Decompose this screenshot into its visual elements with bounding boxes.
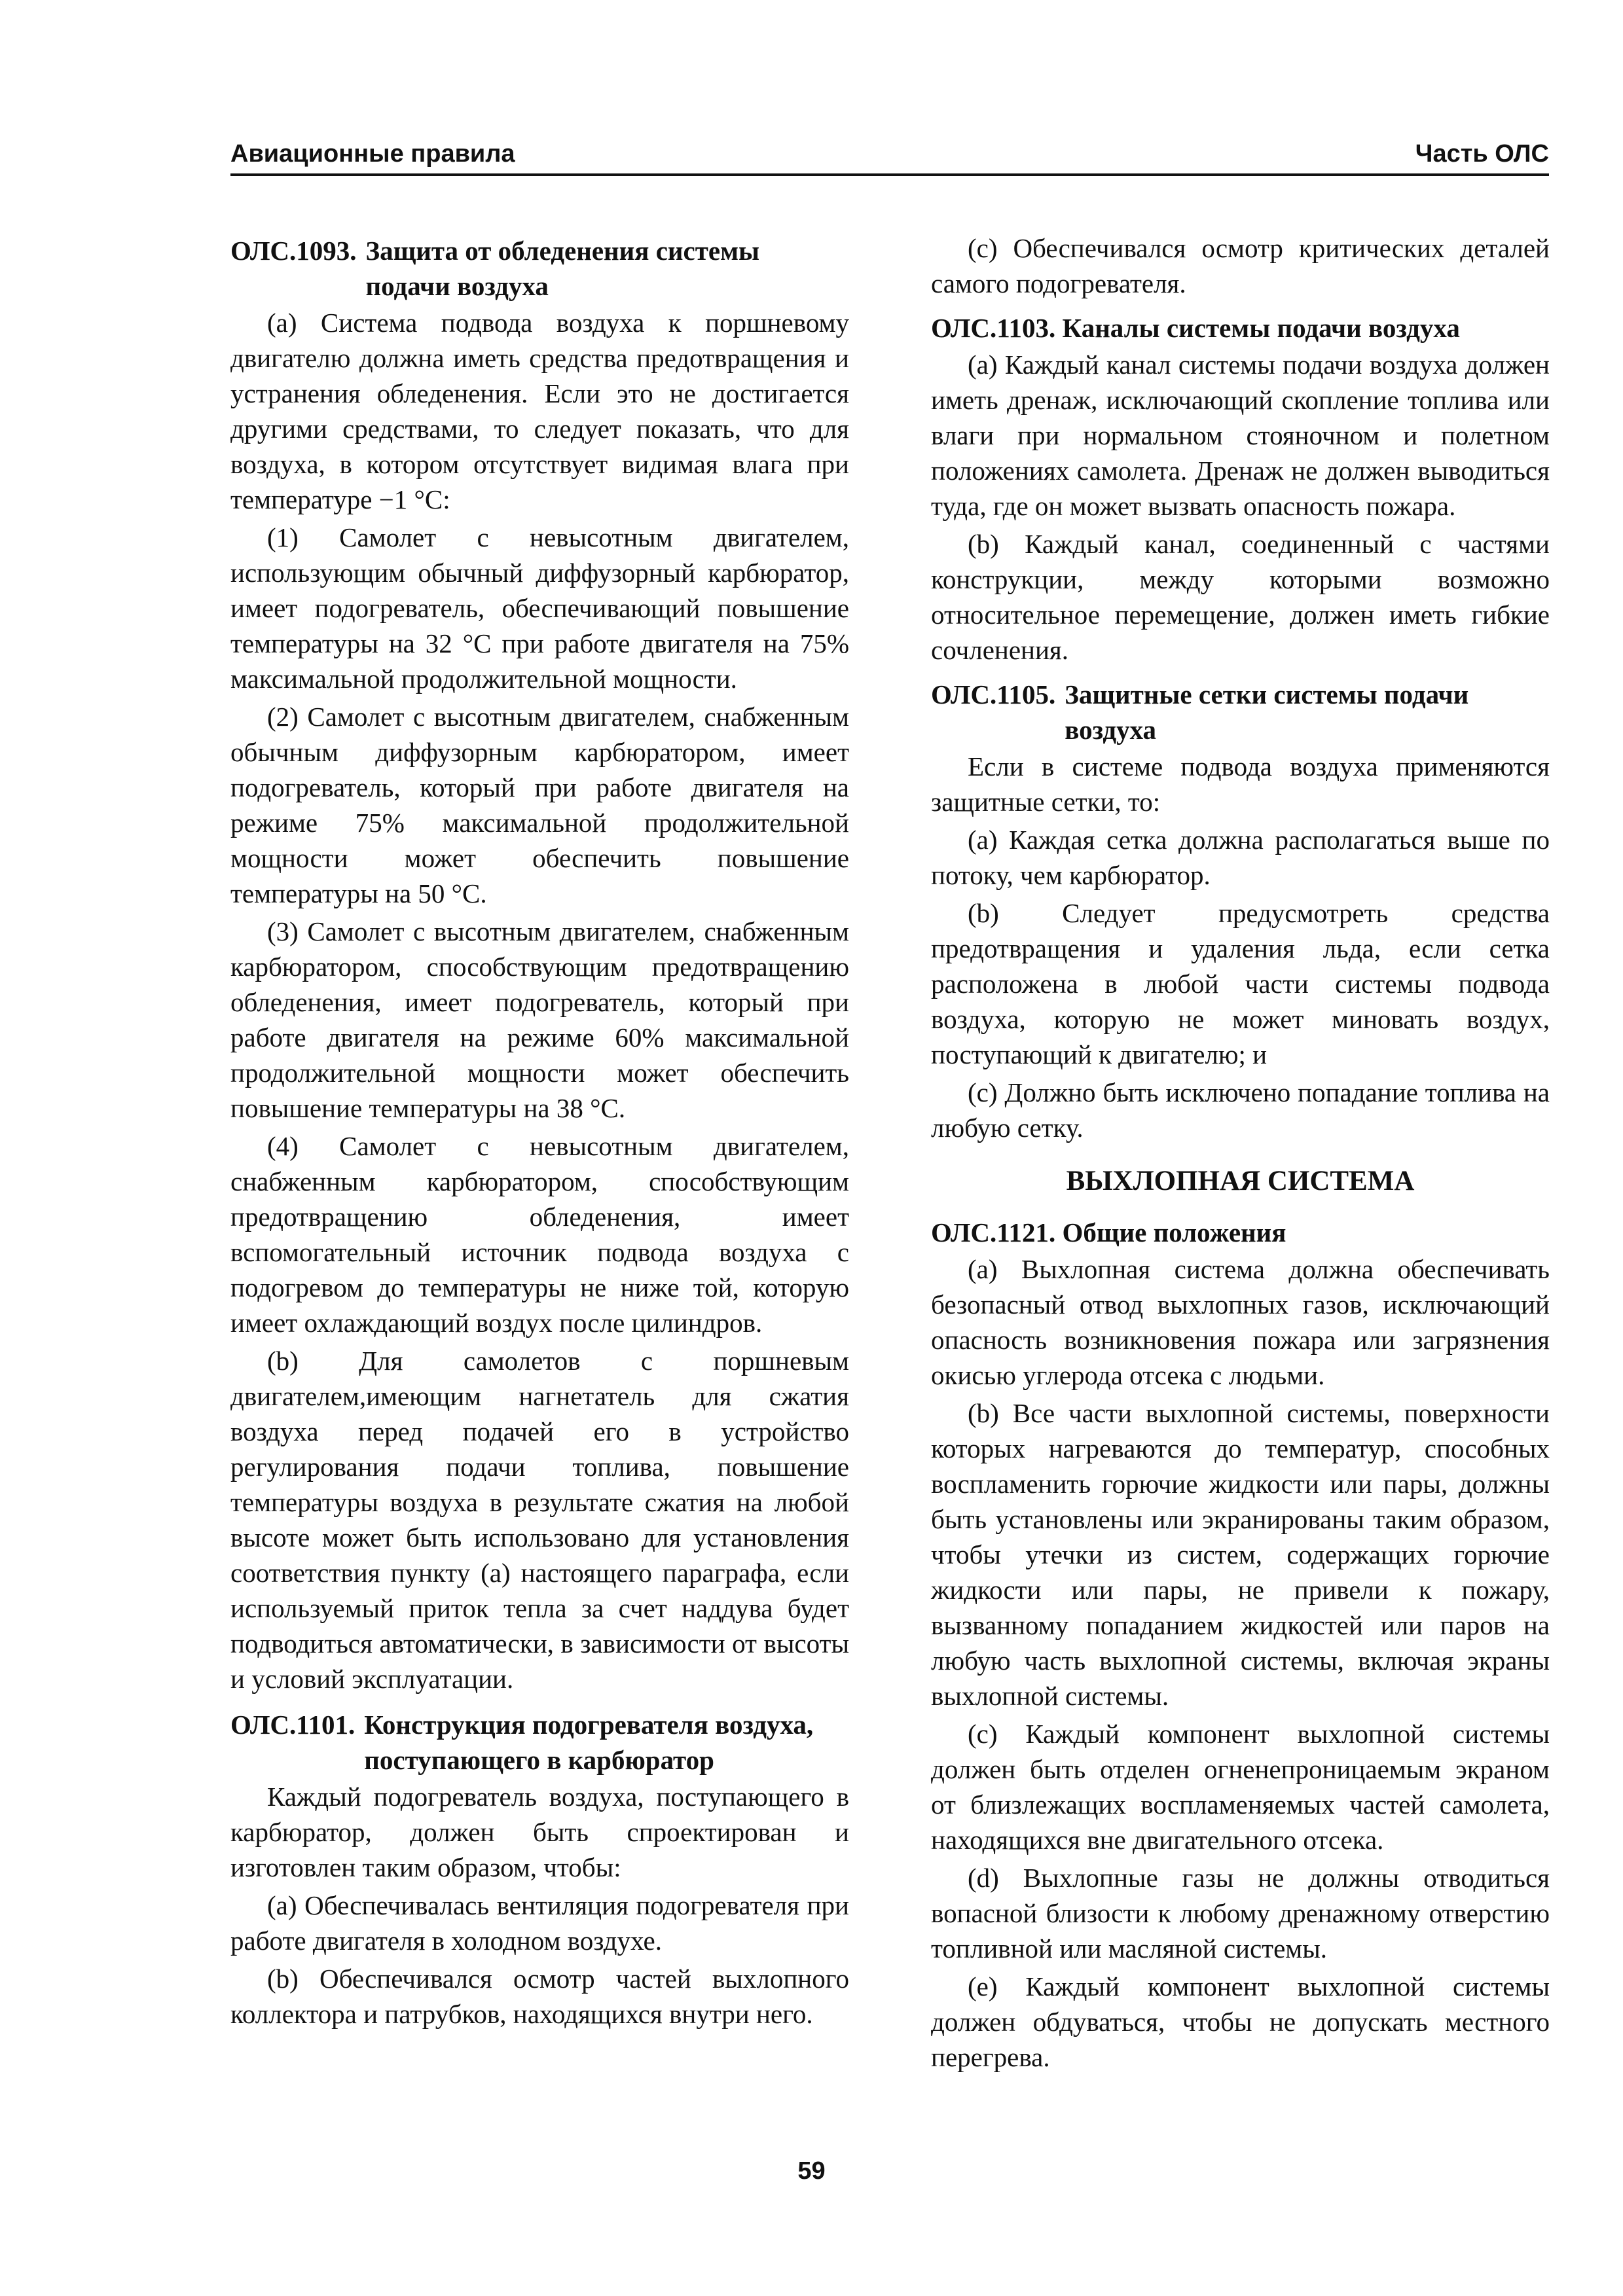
header-title: Авиационные правила xyxy=(230,140,515,168)
section-heading-1121 xyxy=(931,1215,1550,1250)
page-number: 59 xyxy=(797,2157,826,2185)
paragraph: (b) Обеспечивался осмотр частей выхлопного коллектора и патрубков, находящихся внутри него. xyxy=(230,1964,849,2029)
paragraph: (a) Система подвода воздуха к поршневому двигателю должна иметь средства предотвращения и устранения обледенения. Если это не достигается другими средствами, то следует показать, что для воздуха, в котором отсутствует видимая влага при температуре −1 °С: xyxy=(230,308,849,514)
paragraph: (a) Каждый канал системы подачи воздуха должен иметь дренаж, исключающий скопление топлива или влаги при нормальном стояночном и полетном положениях самолета. Дренаж не должен выводиться туда, где он может вызвать опасность пожара. xyxy=(931,350,1550,521)
paragraph: (3) Самолет с высотным двигателем, снабженным карбюратором, способствующим предотвращению обледенения, имеет подогреватель, который при работе двигателя на режиме 60% максимальной продолжительной мощности может обеспечить повышение температуры на 38 °С. xyxy=(230,916,849,1123)
paragraph: Если в системе подвода воздуха применяются защитные сетки, то: xyxy=(931,751,1550,817)
section-number: ОЛС.1093. xyxy=(230,236,357,266)
section-number: ОЛС.1103. xyxy=(931,313,1056,343)
paragraph: (d) Выхлопные газы не должны отводиться вопасной близости к любому дренажному отверстию топливной или масляной системы. xyxy=(931,1863,1550,1964)
section-title: Защита от обледенения системы подачи воздуха xyxy=(365,236,760,301)
section-number: ОЛС.1121. xyxy=(931,1217,1056,1247)
section-title: Защитные сетки системы подачи воздуха xyxy=(1065,679,1469,745)
paragraph: (c) Обеспечивался осмотр критических деталей самого подогревателя. xyxy=(931,233,1550,298)
section-heading-1105 xyxy=(931,677,1550,747)
paragraph: (c) Каждый компонент выхлопной системы должен быть отделен огненепроницаемым экраном от близлежащих воспламеняемых частей самолета, находящихся вне двигательного отсека. xyxy=(931,1719,1550,1855)
section-title: Каналы системы подачи воздуха xyxy=(1062,313,1460,343)
part-title: ВЫХЛОПНАЯ СИСТЕМА xyxy=(1066,1166,1415,1196)
section-number: ОЛС.1105. xyxy=(931,679,1056,709)
left-column xyxy=(230,230,849,2034)
right-column xyxy=(931,230,1550,2077)
section-heading-1093 xyxy=(230,233,849,304)
paragraph: (b) Все части выхлопной системы, поверхности которых нагреваются до температур, способных воспламенить горючие жидкости или пары, должны быть установлены или экранированы таким образом, чтобы утечки из систем, содержащих горючие жидкости или пары, не привели к пожару, вызванному попаданием жидкостей или паров на любую часть выхлопной системы, включая экраны выхлопной системы. xyxy=(931,1398,1550,1711)
paragraph: (c) Должно быть исключено попадание топлива на любую сетку. xyxy=(931,1077,1550,1143)
paragraph: (b) Для самолетов с поршневым двигателем,имеющим нагнетатель для сжатия воздуха перед подачей его в устройство регулирования подачи топлива, повышение температуры воздуха в результате сжатия на любой высоте может быть использовано для установления соответствия пункту (a) настоящего параграфа, если используемый приток тепла за счет наддува будет подводиться автоматически, в зависимости от высоты и условий эксплуатации. xyxy=(230,1346,849,1694)
paragraph: (a) Каждая сетка должна располагаться выше по потоку, чем карбюратор. xyxy=(931,825,1550,890)
paragraph: (2) Самолет с высотным двигателем, снабженным обычным диффузорным карбюратором, имеет подогреватель, который при работе двигателя на режиме 75% максимальной продолжительной мощности может обеспечить повышение температуры на 50 °С. xyxy=(230,702,849,908)
section-title: Общие положения xyxy=(1062,1217,1286,1247)
paragraph: (a) Выхлопная система должна обеспечивать безопасный отвод выхлопных газов, исключающий опасность возникновения пожара или загрязнения окисью углерода отсека с людьми. xyxy=(931,1254,1550,1390)
section-title: Конструкция подогревателя воздуха, поступающего в карбюратор xyxy=(364,1710,814,1775)
paragraph: (b) Каждый канал, соединенный с частями конструкции, между которыми возможно относительное перемещение, должен иметь гибкие сочленения. xyxy=(931,529,1550,665)
paragraph: (4) Самолет с невысотным двигателем, снабженным карбюратором, способствующим предотвращению обледенения, имеет вспомогательный источник подвода воздуха с подогревом до температуры не ниже той, которую имеет охлаждающий воздух после цилиндров. xyxy=(230,1131,849,1338)
paragraph: (b) Следует предусмотреть средства предотвращения и удаления льда, если сетка расположена в любой части системы подвода воздуха, которую не может миновать воздух, поступающий к двигателю; и xyxy=(931,898,1550,1069)
section-number: ОЛС.1101. xyxy=(230,1710,356,1740)
section-heading-1101 xyxy=(230,1707,849,1778)
paragraph: Каждый подогреватель воздуха, поступающего в карбюратор, должен быть спроектирован и изготовлен таким образом, чтобы: xyxy=(230,1782,849,1882)
paragraph: (a) Обеспечивалась вентиляция подогревателя при работе двигателя в холодном воздухе. xyxy=(230,1890,849,1956)
paragraph: (1) Самолет с невысотным двигателем, использующим обычный диффузорный карбюратор, имеет подогреватель, обеспечивающий повышение температуры на 32 °С при работе двигателя на 75% максимальной продолжительной мощности. xyxy=(230,522,849,694)
running-header xyxy=(230,134,1549,176)
header-part: Часть ОЛС xyxy=(1415,140,1549,168)
section-heading-1103 xyxy=(931,310,1550,346)
paragraph: (e) Каждый компонент выхлопной системы должен обдуваться, чтобы не допускать местного перегрева. xyxy=(931,1971,1550,2072)
